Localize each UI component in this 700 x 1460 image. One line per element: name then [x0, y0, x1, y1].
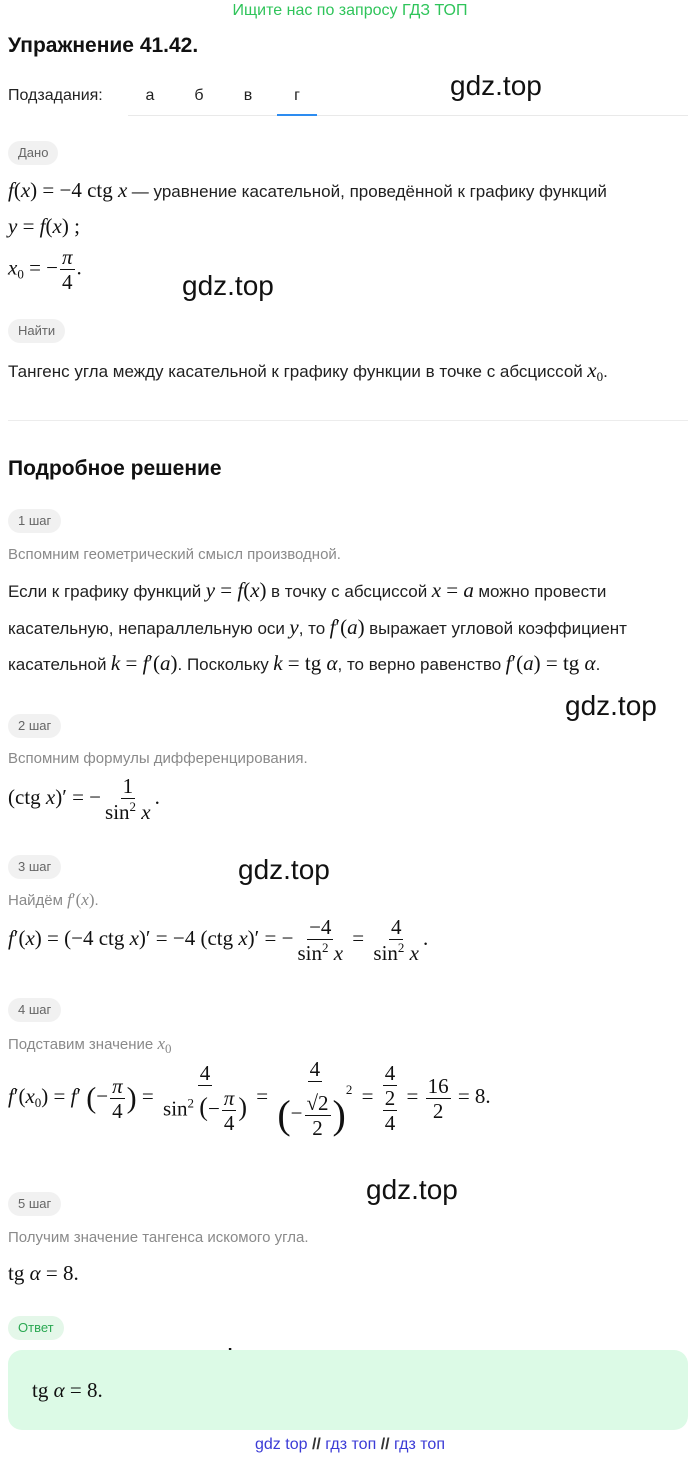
- step-1-text-a: Если к графику функций: [8, 582, 202, 601]
- find-text-content: Тангенс угла между касательной к графику функции в точке с абсциссой: [8, 362, 583, 381]
- tab-v[interactable]: в: [243, 87, 253, 104]
- footer-link-3[interactable]: гдз топ: [394, 1436, 445, 1453]
- step-4-hint: Подставим значение $x_0$: [8, 1034, 172, 1056]
- step-4-badge: 4 шаг: [8, 998, 61, 1022]
- step-1-text-e: , то: [298, 619, 326, 638]
- step-5-formula: tg α = 8.: [8, 1261, 79, 1285]
- step-1-text-b: в точку с абсциссой: [271, 582, 428, 601]
- answer-box: [8, 1350, 688, 1430]
- step-3-formula: f′(x) = (−4 ctg x)′ = −4 (ctg x)′ = − $\frac{-4}{\sin^2 x}$ = $\frac{4}{\sin^2 x}$ .: [8, 915, 429, 966]
- step-4-formula: $f'(x_0) = f'$ (− $\frac{\pi}{4}$ ) = 4 $\sin^2$ (− $\frac{\pi}{4}$ ) = 4 (− $\frac{√2}{2}$ )$^2$ = $\frac{4}{\frac{2}{4}}$ = $\frac{16}{2}$ = 8.: [8, 1057, 491, 1140]
- step-3-badge: 3 шаг: [8, 855, 61, 879]
- step-1-line-3: касательной k = f′(a). Поскольку k = tg α, то верно равенство f′(a) = tg α.: [8, 651, 601, 675]
- step-1-line-1: Если к графику функций y = f(x) в точку с абсциссой x = a можно провести: [8, 578, 607, 602]
- answer-badge: Ответ: [8, 1316, 64, 1340]
- given-line-1: f(x) = −4 ctg x — уравнение касательной, проведённой к графику функций: [8, 178, 607, 202]
- footer-separator: //: [311, 1436, 321, 1453]
- step-1-hint: Вспомним геометрический смысл производной.: [8, 546, 341, 563]
- step-1-text-i: , то верно равенство: [337, 655, 502, 674]
- step-4-hint-text: Подставим значение: [8, 1036, 154, 1053]
- answer-value: tg α = 8.: [32, 1378, 103, 1402]
- step-1-text-h: . Поскольку: [177, 655, 269, 674]
- watermark: gdz.top: [238, 854, 330, 885]
- step-1-line-2: касательную, непараллельную оси y, то f′(a) выражает угловой коэффициент: [8, 615, 627, 639]
- watermark: gdz.top: [565, 690, 657, 721]
- step-2-formula: (ctg x)′ = − $\frac{1}{\sin^2 x}$ .: [8, 774, 160, 825]
- given-badge: Дано: [8, 141, 58, 165]
- watermark: gdz.top: [182, 270, 274, 301]
- tab-b[interactable]: б: [194, 87, 204, 104]
- top-banner[interactable]: Ищите нас по запросу ГДЗ ТОП: [232, 2, 468, 19]
- given-line1-text: уравнение касательной, проведённой к графику функций: [153, 182, 607, 201]
- footer-link-2[interactable]: гдз топ: [325, 1436, 377, 1453]
- footer-links: [0, 1436, 700, 1454]
- find-text: Тангенс угла между касательной к графику функции в точке с абсциссой $x_0$.: [8, 358, 608, 384]
- find-badge: Найти: [8, 319, 65, 343]
- step-3-hint: Найдём f′(x).: [8, 890, 99, 909]
- step-1-text-c: можно провести: [478, 582, 607, 601]
- step-2-hint: Вспомним формулы дифференцирования.: [8, 750, 308, 767]
- step-1-text-d: касательную, непараллельную оси: [8, 619, 285, 638]
- footer-link-1[interactable]: gdz top: [255, 1436, 308, 1453]
- given-x0: $x_0$ = − $\frac{\pi}{4}$ .: [8, 245, 82, 295]
- footer-separator: //: [380, 1436, 390, 1453]
- tab-a[interactable]: а: [145, 87, 155, 104]
- step-3-hint-text: Найдём: [8, 892, 63, 909]
- section-divider: [8, 420, 688, 421]
- tabs-baseline: [128, 115, 688, 116]
- exercise-title: Упражнение 41.42.: [8, 34, 199, 57]
- tab-g[interactable]: г: [294, 87, 300, 104]
- watermark: gdz.top: [366, 1174, 458, 1205]
- step-5-hint: Получим значение тангенса искомого угла.: [8, 1229, 309, 1246]
- step-1-text-g: касательной: [8, 655, 107, 674]
- step-1-badge: 1 шаг: [8, 509, 61, 533]
- watermark: gdz.top: [450, 70, 542, 101]
- active-tab-indicator: [277, 114, 317, 116]
- solution-title: Подробное решение: [8, 457, 222, 480]
- subtasks-label: Подзадания:: [8, 87, 103, 104]
- step-5-badge: 5 шаг: [8, 1192, 61, 1216]
- step-1-text-f: выражает угловой коэффициент: [369, 619, 627, 638]
- given-line-2: y = f(x) ;: [8, 214, 80, 238]
- step-2-badge: 2 шаг: [8, 714, 61, 738]
